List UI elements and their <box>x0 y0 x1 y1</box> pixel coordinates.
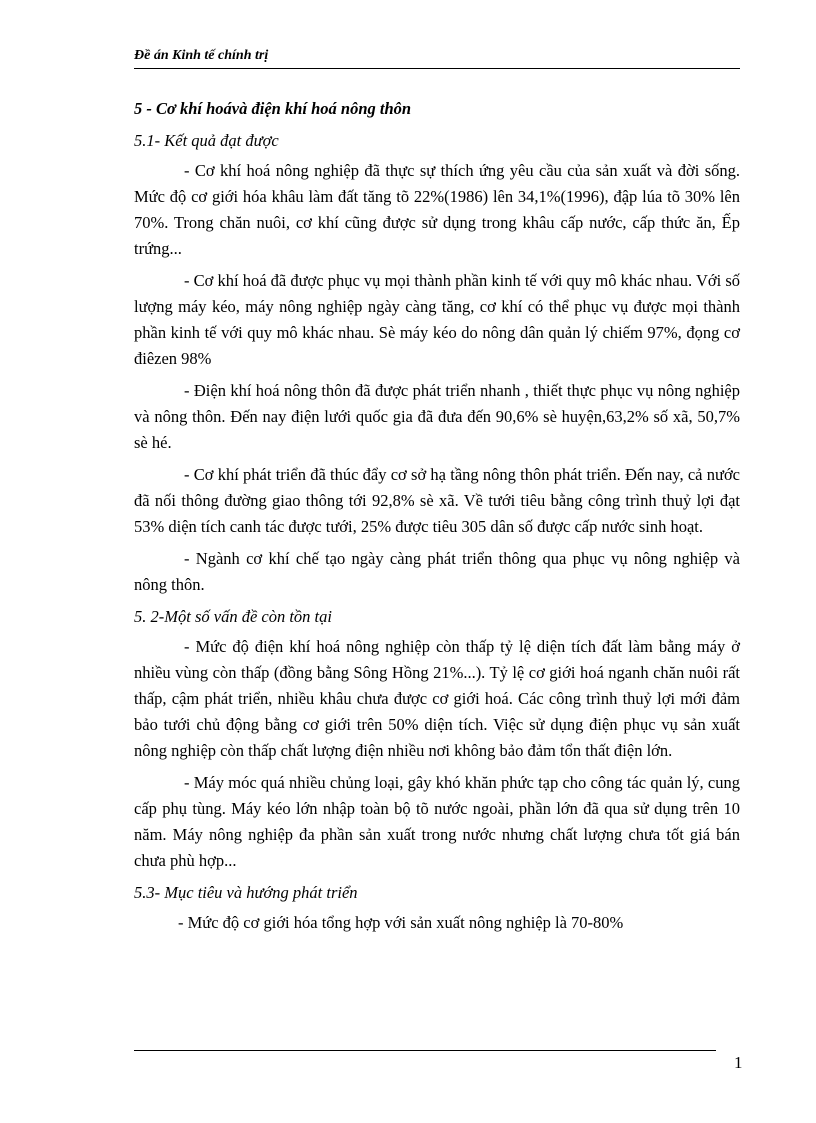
paragraph: - Cơ khí hoá đã được phục vụ mọi thành phần kinh tế với quy mô khác nhau. Với số lượng máy kéo, máy nông nghiệp ngày càng tăng, cơ khí có thể phục vụ được mọi thành phần kinh tế với quy mô khác nhau. Sè máy kéo do nông dân quản lý chiếm 97%, đọng cơ điêzen 98% <box>134 271 740 368</box>
page-body <box>134 96 740 942</box>
paragraph: - Cơ khí phát triển đã thúc đẩy cơ sở hạ tầng nông thôn phát triển. Đến nay, cả nước đã nối thông đường giao thông tới 92,8% sè xã. Về tưới tiêu bằng công trình thuỷ lợi đạt 53% diện tích canh tác được tưới, 25% được tiêu 305 dân số được cấp nước sinh hoạt. <box>134 465 740 536</box>
paragraph: - Mức độ điện khí hoá nông nghiệp còn thấp tỷ lệ diện tích đất làm bằng máy ở nhiều vùng còn thấp (đồng bằng Sông Hồng 21%...). Tỷ lệ cơ giới hoá nganh chăn nuôi rất thấp, cậm phát triển, nhiều khâu chưa được cơ giới hoá. Các công trình thuỷ lợi mới đảm bảo tưới chủ động bằng cơ giới trên 50% diện tích. Việc sử dụng điện phục vụ sản xuất nông nghiệp còn thấp chất lượng điện nhiều nơi không bảo đảm tổn thất điện lớn. <box>134 637 740 760</box>
footer-divider <box>134 1050 716 1051</box>
subsection-heading-issues: 5. 2-Một số vấn đề còn tồn tại <box>134 607 332 626</box>
paragraph: - Cơ khí hoá nông nghiệp đã thực sự thích ứng yêu cầu của sản xuất và đời sống. Mức độ cơ giới hóa khâu làm đất tăng tõ 22%(1986) lên 34,1%(1996), đập lúa tõ 30% lên 70%. Trong chăn nuôi, cơ khí cũng được sử dụng trong khâu cấp nước, cấp thức ăn, Ếp trứng... <box>134 161 740 258</box>
header-divider <box>134 68 740 69</box>
paragraph: - Máy móc quá nhiều chủng loại, gây khó khăn phức tạp cho công tác quản lý, cung cấp phụ tùng. Máy kéo lớn nhập toàn bộ tõ nước ngoài, phần lớn đã qua sử dụng trên 10 năm. Máy nông nghiệp đa phần sản xuất trong nước nhưng chất lượng chưa tốt giá bán chưa phù hợp... <box>134 773 740 870</box>
section-title: 5 - Cơ khí hoávà điện khí hoá nông thôn <box>134 99 412 118</box>
subsection-heading-results: 5.1- Kết quả đạt được <box>134 131 279 150</box>
paragraph: - Mức độ cơ giới hóa tổng hợp với sản xuất nông nghiệp là 70-80% <box>178 913 624 932</box>
paragraph: - Điện khí hoá nông thôn đã được phát triển nhanh , thiết thực phục vụ nông nghiệp và nông thôn. Đến nay điện lưới quốc gia đã đưa đến 90,6% sè huyện,63,2% số xã, 50,7% sè hé. <box>134 381 740 452</box>
page-number: 1 <box>734 1053 743 1072</box>
running-header: Đề án Kinh tế chính trị <box>134 48 269 63</box>
paragraph: - Ngành cơ khí chế tạo ngày càng phát triển thông qua phục vụ nông nghiệp và nông thôn. <box>134 549 740 594</box>
subsection-heading-goals: 5.3- Mục tiêu và hướng phát triển <box>134 883 358 902</box>
